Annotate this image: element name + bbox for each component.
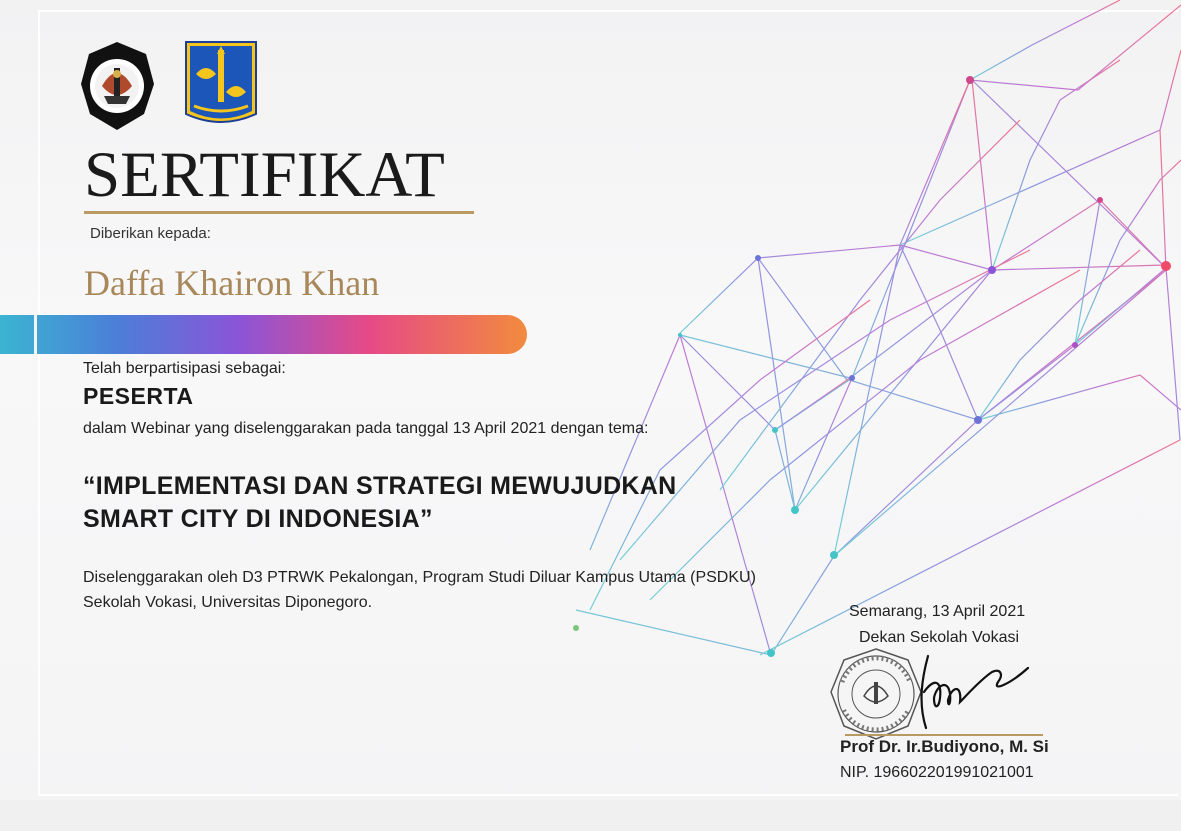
- signature-line: [845, 734, 1043, 736]
- theme-line-2: SMART CITY DI INDONESIA”: [83, 505, 433, 533]
- given-label: Diberikan kepada:: [90, 225, 211, 242]
- signatory-nip: NIP. 196602201991021001: [840, 764, 1034, 781]
- surabaya-logo: [184, 40, 258, 132]
- gradient-bar-notch: [34, 315, 37, 354]
- participant-role: PESERTA: [83, 383, 194, 409]
- webinar-theme: [83, 470, 803, 536]
- theme-line-1: “IMPLEMENTASI DAN STRATEGI MEWUJUDKAN: [83, 472, 677, 500]
- title-underline: [84, 211, 474, 214]
- recipient-name: Daffa Khairon Khan: [84, 263, 380, 303]
- participated-label: Telah berpartisipasi sebagai:: [83, 360, 286, 377]
- bottom-strip: [0, 800, 1181, 831]
- gradient-bar: [0, 315, 527, 354]
- organizer-line-2: Sekolah Vokasi, Universitas Diponegoro.: [83, 594, 373, 611]
- signature-place-date: Semarang, 13 April 2021: [849, 603, 1026, 620]
- signatory-name: Prof Dr. Ir.Budiyono, M. Si: [840, 737, 1049, 756]
- signature-role: Dekan Sekolah Vokasi: [859, 629, 1020, 646]
- organizer-line-1: Diselenggarakan oleh D3 PTRWK Pekalongan, Program Studi Diluar Kampus Utama (PSDKU): [83, 569, 756, 586]
- undip-logo: [80, 40, 155, 132]
- handwritten-signature: [900, 648, 1030, 738]
- organizer-text: [83, 565, 843, 615]
- certificate-title: SERTIFIKAT: [84, 139, 445, 211]
- webinar-description: dalam Webinar yang diselenggarakan pada tanggal 13 April 2021 dengan tema:: [83, 420, 649, 437]
